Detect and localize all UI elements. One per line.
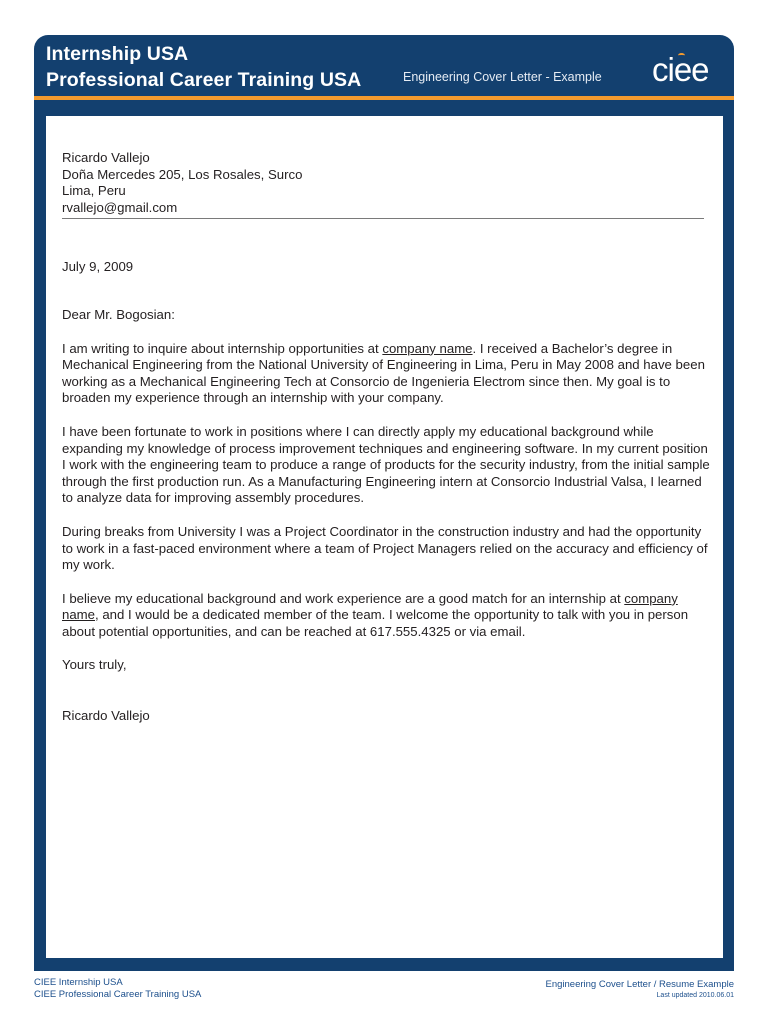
paragraph-2: I have been fortunate to work in positions where I can directly apply my educational background while expanding my knowledge of process improvement techniques and engineering software. In my current position I work with the engineering team to produce a range of products for the security industry, from the initial sample through the first production run. As a Manufacturing Engineering intern at Consorcio Industrial Valsa, I learned to analyze data for improving assembly procedures. (62, 423, 710, 506)
header-title-line2: Professional Career Training USA (46, 69, 362, 91)
footer-last-updated: Last updated 2010.06.01 (656, 992, 734, 999)
paragraph-1-end: . I received a Bachelor’s degree in Mechanical Engineering from the National University of Engineering in Lima, Peru in May 2008 and have been working as a Mechanical Engineering Tech at Consorcio de Ingenieria Electrom since then. My goal is to broaden my experience through an internship with your company. (62, 340, 705, 406)
signature-name: Ricardo Vallejo (62, 708, 150, 724)
paragraph-1 (62, 341, 710, 407)
company-name-placeholder: company name (62, 590, 678, 623)
sender-street: Doña Mercedes 205, Los Rosales, Surco (62, 166, 303, 182)
sender-address (62, 150, 710, 216)
address-divider (62, 218, 704, 219)
ciee-logo: ciee (652, 51, 709, 88)
paragraph-4-end: , and I would be a dedicated member of the team. I welcome the opportunity to talk with you in person about potential opportunities, and can be reached at 617.555.4325 or via email. (62, 607, 689, 639)
sender-city: Lima, Peru (62, 183, 126, 199)
footer-program-2: CIEE Professional Career Training USA (34, 989, 202, 1000)
salutation: Dear Mr. Bogosian: (62, 306, 175, 322)
sender-name: Ricardo Vallejo (62, 150, 150, 165)
logo-accent-mark (678, 53, 685, 58)
cover-letter (62, 150, 710, 725)
header-title-line1: Internship USA (46, 43, 189, 65)
footer-program-1: CIEE Internship USA (34, 977, 123, 988)
footer-right (545, 979, 734, 1001)
header-title (46, 41, 361, 93)
footer-left (34, 977, 201, 1001)
sender-email: rvallejo@gmail.com (62, 199, 178, 215)
paragraph-1-start: I am writing to inquire about internship opportunities at (62, 340, 383, 356)
paragraph-4 (62, 591, 710, 641)
company-name-placeholder: company name (382, 340, 473, 356)
letter-date: July 9, 2009 (62, 259, 134, 275)
header-subtitle: Engineering Cover Letter - Example (403, 70, 602, 84)
paragraph-4-start: I believe my educational background and work experience are a good match for an internship at (62, 590, 625, 606)
closing: Yours truly, (62, 657, 127, 673)
footer-doc-title: Engineering Cover Letter / Resume Example (545, 979, 734, 990)
paragraph-3: During breaks from University I was a Project Coordinator in the construction industry and had the opportunity to work in a fast-paced environment where a team of Project Managers relied on the accuracy and efficiency of my work. (62, 523, 708, 573)
header-accent-bar (34, 96, 734, 100)
